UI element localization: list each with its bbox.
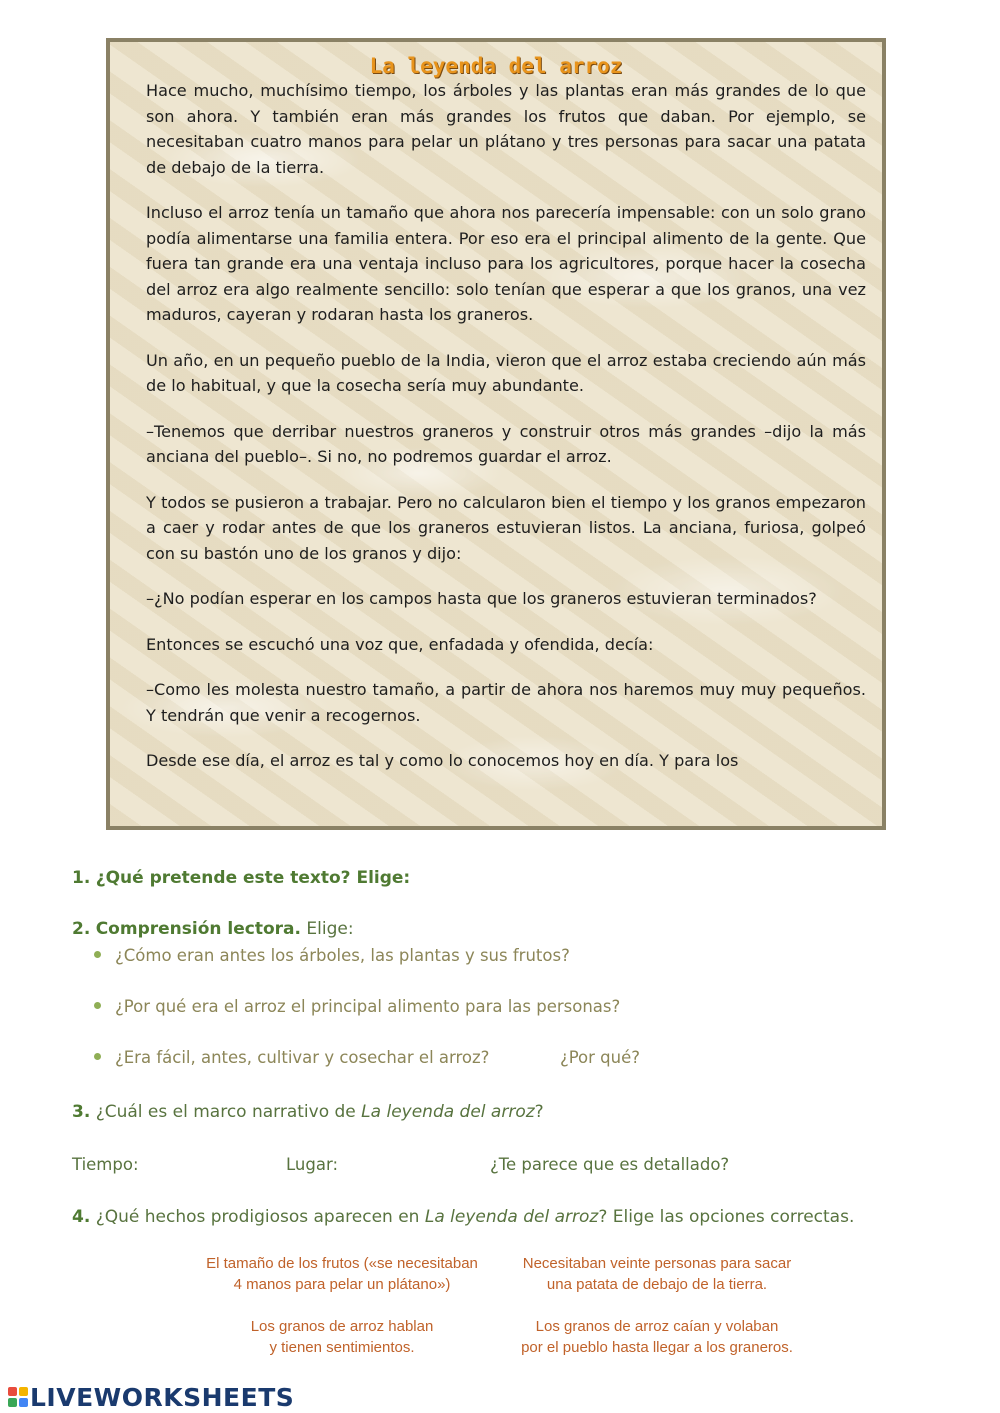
story-paragraph: –Como les molesta nuestro tamaño, a partir de ahora nos haremos muy muy pequeños. Y tendrán que venir a recogernos. bbox=[146, 680, 866, 725]
story-title-reference: La leyenda del arroz bbox=[424, 1207, 599, 1227]
question-3 bbox=[72, 1102, 544, 1122]
answer-option[interactable] bbox=[502, 1316, 812, 1358]
question-text-end: ? bbox=[534, 1102, 544, 1122]
list-item-extra: ¿Por qué? bbox=[559, 1048, 641, 1067]
question-text-end: ? Elige las opciones correctas. bbox=[598, 1207, 855, 1227]
story-paragraph: Y todos se pusieron a trabajar. Pero no calcularon bien el tiempo y los granos empezaron a caer y rodar antes de que los graneros estuvieran listos. La anciana, furiosa, golpeó con su bastón uno de los granos y dijo: bbox=[146, 492, 866, 563]
time-label: Tiempo: bbox=[72, 1155, 139, 1174]
logo-icon bbox=[8, 1387, 28, 1407]
detail-question: ¿Te parece que es detallado? bbox=[490, 1155, 730, 1174]
bullet-icon bbox=[94, 951, 101, 958]
answer-option[interactable] bbox=[182, 1316, 502, 1358]
answer-option[interactable] bbox=[502, 1253, 812, 1295]
question-1 bbox=[72, 868, 410, 888]
story-title: La leyenda del arroz bbox=[369, 54, 623, 78]
place-label: Lugar: bbox=[286, 1155, 338, 1174]
liveworksheets-logo[interactable] bbox=[8, 1382, 294, 1412]
option-line: Los granos de arroz caían y volaban bbox=[535, 1318, 779, 1335]
bullet-icon bbox=[94, 1002, 101, 1009]
answer-option[interactable] bbox=[182, 1253, 502, 1295]
question-4 bbox=[72, 1207, 854, 1227]
story-paragraph: Desde ese día, el arroz es tal y como lo conocemos hoy en día. Y para los bbox=[146, 751, 739, 770]
option-line: Necesitaban veinte personas para sacar bbox=[522, 1255, 792, 1272]
question-instruction: Elige: bbox=[306, 919, 354, 939]
story-title-reference: La leyenda del arroz bbox=[361, 1102, 535, 1122]
list-item-text: ¿Cómo eran antes los árboles, las plantas y sus frutos? bbox=[115, 946, 570, 965]
option-line: y tienen sentimientos. bbox=[269, 1339, 415, 1356]
option-line: por el pueblo hasta llegar a los graneros. bbox=[521, 1339, 793, 1356]
story-text bbox=[146, 78, 866, 794]
story-paragraph: –¿No podían esperar en los campos hasta que los graneros estuvieran terminados? bbox=[146, 589, 817, 608]
question-number: 1. bbox=[72, 868, 91, 888]
story-paragraph: –Tenemos que derribar nuestros graneros y construir otros más grandes –dijo la más anciana del pueblo–. Si no, no podremos guardar el arroz. bbox=[146, 421, 866, 466]
list-item-text: ¿Era fácil, antes, cultivar y cosechar el arroz? bbox=[115, 1048, 490, 1067]
list-item bbox=[94, 1048, 640, 1067]
question-number: 3. bbox=[72, 1102, 91, 1122]
list-item-text: ¿Por qué era el arroz el principal alimento para las personas? bbox=[115, 997, 621, 1016]
question-text: ¿Qué pretende este texto? Elige: bbox=[95, 868, 411, 888]
question-2 bbox=[72, 919, 354, 939]
option-line: Los granos de arroz hablan bbox=[250, 1318, 434, 1335]
story-paragraph: Incluso el arroz tenía un tamaño que ahora nos parecería impensable: con un solo grano podía alimentarse una familia entera. Por eso era el principal alimento de la gente. Que fuera tan grande era una ventaja incluso para los agricultores, porque hacer la cosecha del arroz era algo realmente sencillo: solo tenían que esperar a que los granos, una vez maduros, cayeran y rodaran hasta los graneros. bbox=[146, 203, 866, 324]
bullet-icon bbox=[94, 1053, 101, 1060]
list-item bbox=[94, 946, 570, 965]
option-line: 4 manos para pelar un plátano») bbox=[233, 1276, 451, 1293]
story-paragraph: Entonces se escuchó una voz que, enfadada y ofendida, decía: bbox=[146, 634, 654, 654]
story-paragraph: Un año, en un pequeño pueblo de la India, vieron que el arroz estaba creciendo aún más de lo habitual, y que la cosecha sería muy abundante. bbox=[146, 350, 866, 395]
logo-text: LIVEWORKSHEETS bbox=[30, 1382, 295, 1412]
question-number: 2. bbox=[72, 919, 91, 939]
question-text: ¿Qué hechos prodigiosos aparecen en bbox=[95, 1207, 425, 1227]
story-paragraph: Hace mucho, muchísimo tiempo, los árboles y las plantas eran más grandes de lo que son ahora. Y también eran más grandes los frutos que daban. Por ejemplo, se necesitaban cuatro manos para pelar un plátano y tres personas para sacar una patata de debajo de la tierra. bbox=[146, 81, 866, 177]
question-text: Comprensión lectora. bbox=[95, 919, 301, 939]
question-number: 4. bbox=[72, 1207, 91, 1227]
option-line: una patata de debajo de la tierra. bbox=[546, 1276, 768, 1293]
list-item bbox=[94, 997, 620, 1016]
question-text: ¿Cuál es el marco narrativo de bbox=[95, 1102, 362, 1122]
option-line: El tamaño de los frutos («se necesitaban bbox=[206, 1255, 478, 1272]
story-box bbox=[106, 38, 886, 830]
